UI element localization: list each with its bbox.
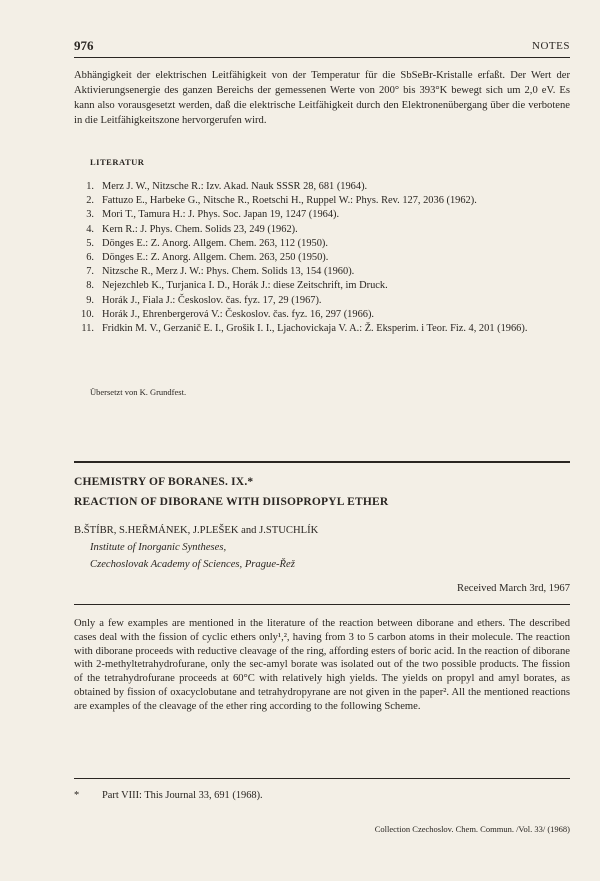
reference-text: Mori T., Tamura H.: J. Phys. Soc. Japan 19, 1247 (1964). [102,209,340,221]
article-title: CHEMISTRY OF BORANES. IX.* [74,476,254,488]
reference-item [74,308,572,322]
section-label: NOTES [532,40,570,52]
footnote-marker: * [74,790,80,801]
reference-list [74,180,572,336]
affiliation-line: Czechoslovak Academy of Sciences, Prague-Řež [90,559,295,570]
article-subtitle: REACTION OF DIBORANE WITH DIISOPROPYL ETHER [74,496,389,508]
reference-number: 3. [86,209,94,221]
reference-number: 10. [81,308,94,320]
footnote [74,790,263,801]
article-body [74,617,570,714]
intro-paragraph [74,68,570,128]
affiliation-line: Institute of Inorganic Syntheses, [90,542,227,553]
reference-text: Nitzsche R., Merz J. W.: Phys. Chem. Solids 13, 154 (1960). [102,266,355,278]
reference-number: 6. [86,252,94,264]
reference-number: 4. [86,223,94,235]
reference-text: Horák J., Fiala J.: Českoslov. čas. fyz. 17, 29 (1967). [102,294,322,306]
body-paragraph: Only a few examples are mentioned in the literature of the reaction between diborane and ethers. The described cases deal with the fission of cyclic ethers only¹,², having from 3 to 5 carbon atoms in their molecule. The reaction with diborane proceeds with reductive cleavage of the ring, affording esters of boric acid. In the reaction of diborane with 2-methyltetrahydrofurane, only the sec-amyl borate was isolated out of the two possible products. The fission of the tetrahydrofurane proceeds at 60°C with relatively high yields. The yields on propyl and amyl borates, as obtained by fission of oxacyclobutane and tetrahydropyrane are not given in the paper². All the mentioned reactions are examples of the cleavage of the ether ring according to the following Scheme. [74,618,570,712]
reference-number: 2. [86,195,94,207]
literature-heading: LITERATUR [90,157,145,167]
translator-note: Übersetzt von K. Grundfest. [90,387,187,397]
reference-text: Nejezchleb K., Turjanica I. D., Horák J.: diese Zeitschrift, im Druck. [102,280,388,292]
article-authors: B.ŠTÍBR, S.HEŘMÁNEK, J.PLEŠEK and J.STUCHLÍK [74,525,319,536]
reference-text: Dönges E.: Z. Anorg. Allgem. Chem. 263, 112 (1950). [102,237,328,249]
reference-item [74,294,572,308]
footnote-rule [74,778,570,779]
reference-item [74,237,572,251]
reference-number: 5. [86,237,94,249]
reference-item [74,265,572,279]
reference-number: 9. [86,294,94,306]
reference-item [74,322,572,336]
reference-text: Horák J., Ehrenbergerová V.: Českoslov. čas. fyz. 16, 297 (1966). [102,308,375,320]
page-number: 976 [74,38,94,53]
reference-item [74,208,572,222]
intro-text: Abhängigkeit der elektrischen Leitfähigkeit von der Temperatur für die SbSeBr-Kristalle erfaßt. Der Wert der Aktivierungsenergie des ganzen Bereichs der gemessenen Werte von 200° bis 393°K bewegt sich um 2,0 eV. Es kann also vorausgesetzt werden, daß die elektrische Leitfähigkeit durch den Elektronenübergang über die verbotene in die Leitfähigkeitszone hervorgerufen wird. [74,70,570,126]
section-rule [74,461,570,463]
article-rule [74,604,570,605]
reference-text: Dönges E.: Z. Anorg. Allgem. Chem. 263, 250 (1950). [102,252,329,264]
footnote-text: Part VIII: This Journal 33, 691 (1968). [102,790,263,801]
reference-item [74,251,572,265]
reference-number: 7. [86,266,94,278]
reference-item [74,180,572,194]
reference-text: Kern R.: J. Phys. Chem. Solids 23, 249 (1962). [102,223,298,235]
reference-number: 1. [86,181,94,192]
reference-number: 8. [86,280,94,292]
reference-item [74,279,572,293]
reference-number: 11. [81,323,94,335]
reference-text: Fattuzo E., Harbeke G., Nitsche R., Roetschi H., Ruppel W.: Phys. Rev. 127, 2036 (1962). [102,195,477,207]
header-rule [74,57,570,58]
received-date: Received March 3rd, 1967 [457,583,570,594]
reference-item [74,223,572,237]
reference-text: Fridkin M. V., Gerzanič E. I., Grošik I. I., Ljachovickaja V. A.: Ž. Eksperim. i Teor. Fiz. 4, 201 (1966). [102,323,528,335]
reference-text: Merz J. W., Nitzsche R.: Izv. Akad. Nauk SSSR 28, 681 (1964). [102,181,368,192]
reference-item [74,194,572,208]
running-footer: Collection Czechoslov. Chem. Commun. /Vol. 33/ (1968) [374,824,570,834]
